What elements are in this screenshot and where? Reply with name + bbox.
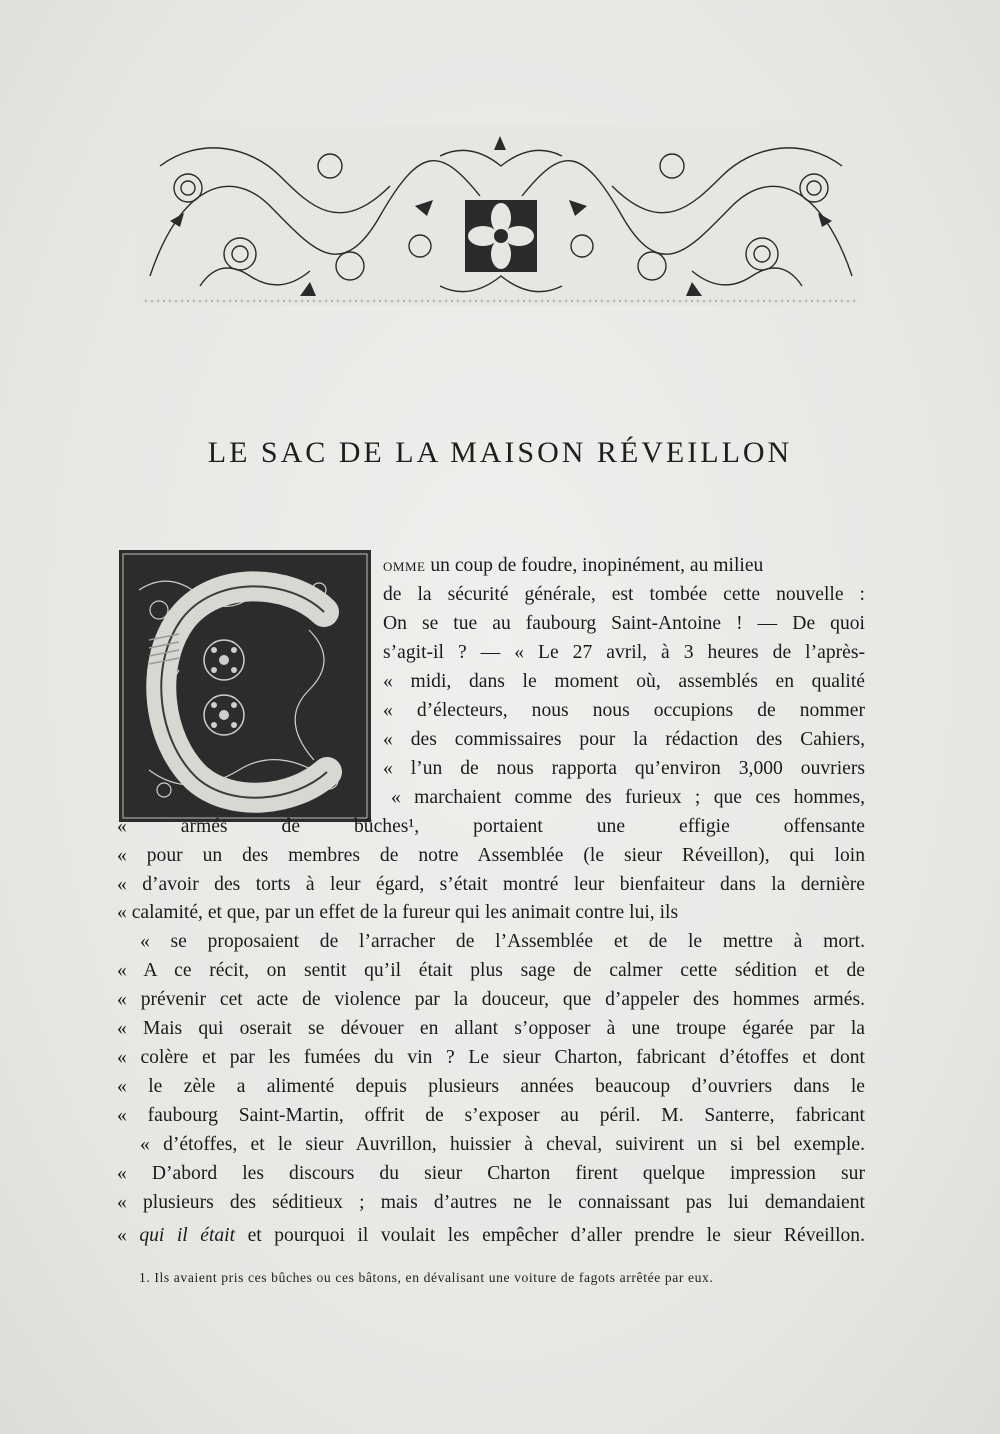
footnote: 1. Ils avaient pris ces bûches ou ces bâtons, en dévalisant une voiture de fagots arrêtée par eux. xyxy=(139,1270,714,1285)
text-line: « des commissaires pour la rédaction des Cahiers, xyxy=(383,728,865,750)
text-line: On se tue au faubourg Saint-Antoine ! — De quoi xyxy=(383,612,865,634)
smallcaps-word: OMME xyxy=(383,559,426,574)
chapter-title: LE SAC DE LA MAISON RÉVEILLON xyxy=(207,436,793,469)
text-line: « d’avoir des torts à leur égard, s’était montré leur bienfaiteur dans la dernière xyxy=(117,873,865,895)
text-line: « prévenir cet acte de violence par la douceur, que d’appeler des hommes armés. xyxy=(117,989,865,1011)
text-line: de la sécurité générale, est tombée cette nouvelle : xyxy=(383,584,865,605)
text-line: « faubourg Saint-Martin, offrit de s’exposer au péril. M. Santerre, fabricant xyxy=(117,1105,865,1127)
text-line: « D’abord les discours du sieur Charton firent quelque impression sur xyxy=(117,1163,865,1184)
text-line: « pour un des membres de notre Assemblée (le sieur Réveillon), qui loin xyxy=(117,844,865,866)
text-line: « d’étoffes, et le sieur Auvrillon, huissier à cheval, suivirent un si bel exemple. xyxy=(140,1134,865,1156)
text-line: « A ce récit, on sentit qu’il était plus sage de calmer cette sédition et de xyxy=(117,960,865,982)
text-line: « se proposaient de l’arracher de l’Assemblée et de le mettre à mort. xyxy=(140,931,865,953)
first-line-text: un coup de foudre, inopinément, au milieu xyxy=(425,555,764,576)
text-line: « colère et par les fumées du vin ? Le sieur Charton, fabricant d’étoffes et dont xyxy=(117,1047,865,1069)
text-line: « l’un de nous rapporta qu’environ 3,000 ouvriers xyxy=(383,757,865,779)
text-line: « midi, dans le moment où, assemblés en qualité xyxy=(383,670,865,692)
quote-mark: « xyxy=(117,1225,140,1246)
text-line: « calamité, et que, par un effet de la fureur qui les animait contre lui, ils xyxy=(117,902,679,924)
text-line: « armés de bûches¹, portaient une effigie offensante xyxy=(117,815,865,837)
text-line: « le zèle a alimenté depuis plusieurs années beaucoup d’ouvriers dans le xyxy=(117,1076,865,1098)
text-line: s’agit-il ? — « Le 27 avril, à 3 heures de l’après- xyxy=(383,641,865,663)
text-line: « marchaient comme des furieux ; que ces hommes, xyxy=(391,786,865,808)
text-line-1 xyxy=(383,552,763,581)
text-line: « plusieurs des séditieux ; mais d’autres ne le connaissant pas lui demandaient xyxy=(117,1191,865,1213)
text-line: « Mais qui oserait se dévouer en allant s’opposer à une troupe égarée par la xyxy=(117,1018,865,1040)
last-line-rest: et pourquoi il voulait les empêcher d’aller prendre le sieur Réveillon. xyxy=(235,1225,866,1246)
dropcap-ornament xyxy=(119,550,371,822)
ornamental-banner xyxy=(140,126,862,306)
text-line-last xyxy=(117,1222,865,1250)
italic-phrase: qui il était xyxy=(139,1225,236,1246)
text-line: « d’électeurs, nous nous occupions de nommer xyxy=(383,699,865,721)
